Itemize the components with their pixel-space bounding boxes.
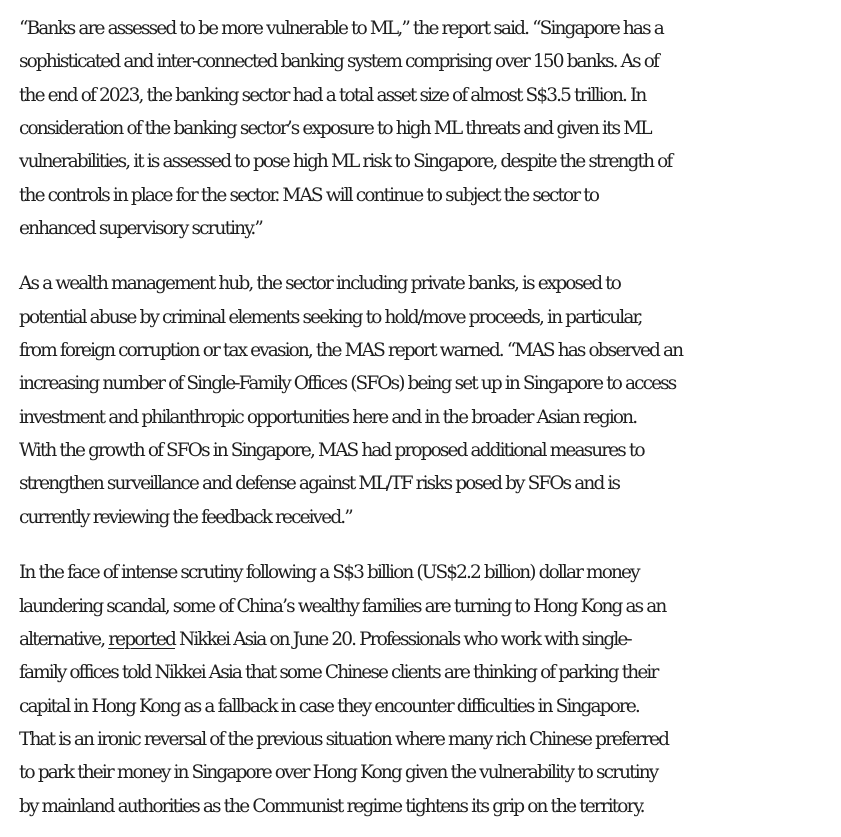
text-line: In the face of intense scrutiny following a S$3 billion (US$2.2 billion) dollar money [19,562,639,584]
text-line: With the growth of SFOs in Singapore, MAS had proposed additional measures to [19,440,644,462]
text-line: enhanced supervisory scrutiny.” [19,218,262,240]
text-line: the controls in place for the sector. MAS will continue to subject the sector to [19,184,599,206]
text-line: consideration of the banking sector’s exposure to high ML threats and given its ML [19,118,651,140]
text-fragment: Nikkei Asia on June 20. Professionals who work with single- [175,628,631,650]
text-line: laundering scandal, some of China’s wealthy families are turning to Hong Kong as an [19,595,666,617]
text-line: family offices told Nikkei Asia that some Chinese clients are thinking of parking their [19,662,658,684]
text-line: from foreign corruption or tax evasion, the MAS report warned. “MAS has observed an [19,340,683,362]
text-line-with-link [19,623,841,656]
text-line: That is an ironic reversal of the previous situation where many rich Chinese preferred [19,728,669,750]
text-line: investment and philanthropic opportunities here and in the broader Asian region. [19,406,637,428]
text-fragment: alternative, [19,628,109,650]
paragraph-hong-kong-alternative [19,556,841,823]
text-line: strengthen surveillance and defense against ML/TF risks posed by SFOs and is [19,473,620,495]
paragraph-banks-vulnerability [19,12,841,245]
text-line: to park their money in Singapore over Hong Kong given the vulnerability to scrutiny [19,762,658,784]
reported-link[interactable]: reported [108,628,176,650]
text-line: by mainland authorities as the Communist regime tightens its grip on the territory. [19,795,644,817]
text-line: the end of 2023, the banking sector had a total asset size of almost S$3.5 trillion. In [19,84,646,106]
text-line: increasing number of Single-Family Offices (SFOs) being set up in Singapore to access [19,373,676,395]
text-line: capital in Hong Kong as a fallback in case they encounter difficulties in Singapore. [19,695,639,717]
text-line: currently reviewing the feedback received.” [19,506,352,528]
text-line: vulnerabilities, it is assessed to pose high ML risk to Singapore, despite the strength of [19,151,672,173]
text-line: potential abuse by criminal elements seeking to hold/move proceeds, in particular, [19,306,642,328]
text-line: sophisticated and inter-connected banking system comprising over 150 banks. As of [19,51,659,73]
text-line: “Banks are assessed to be more vulnerable to ML,” the report said. “Singapore has a [19,18,663,39]
text-line: As a wealth management hub, the sector including private banks, is exposed to [19,273,620,295]
paragraph-wealth-management-hub [19,267,841,534]
